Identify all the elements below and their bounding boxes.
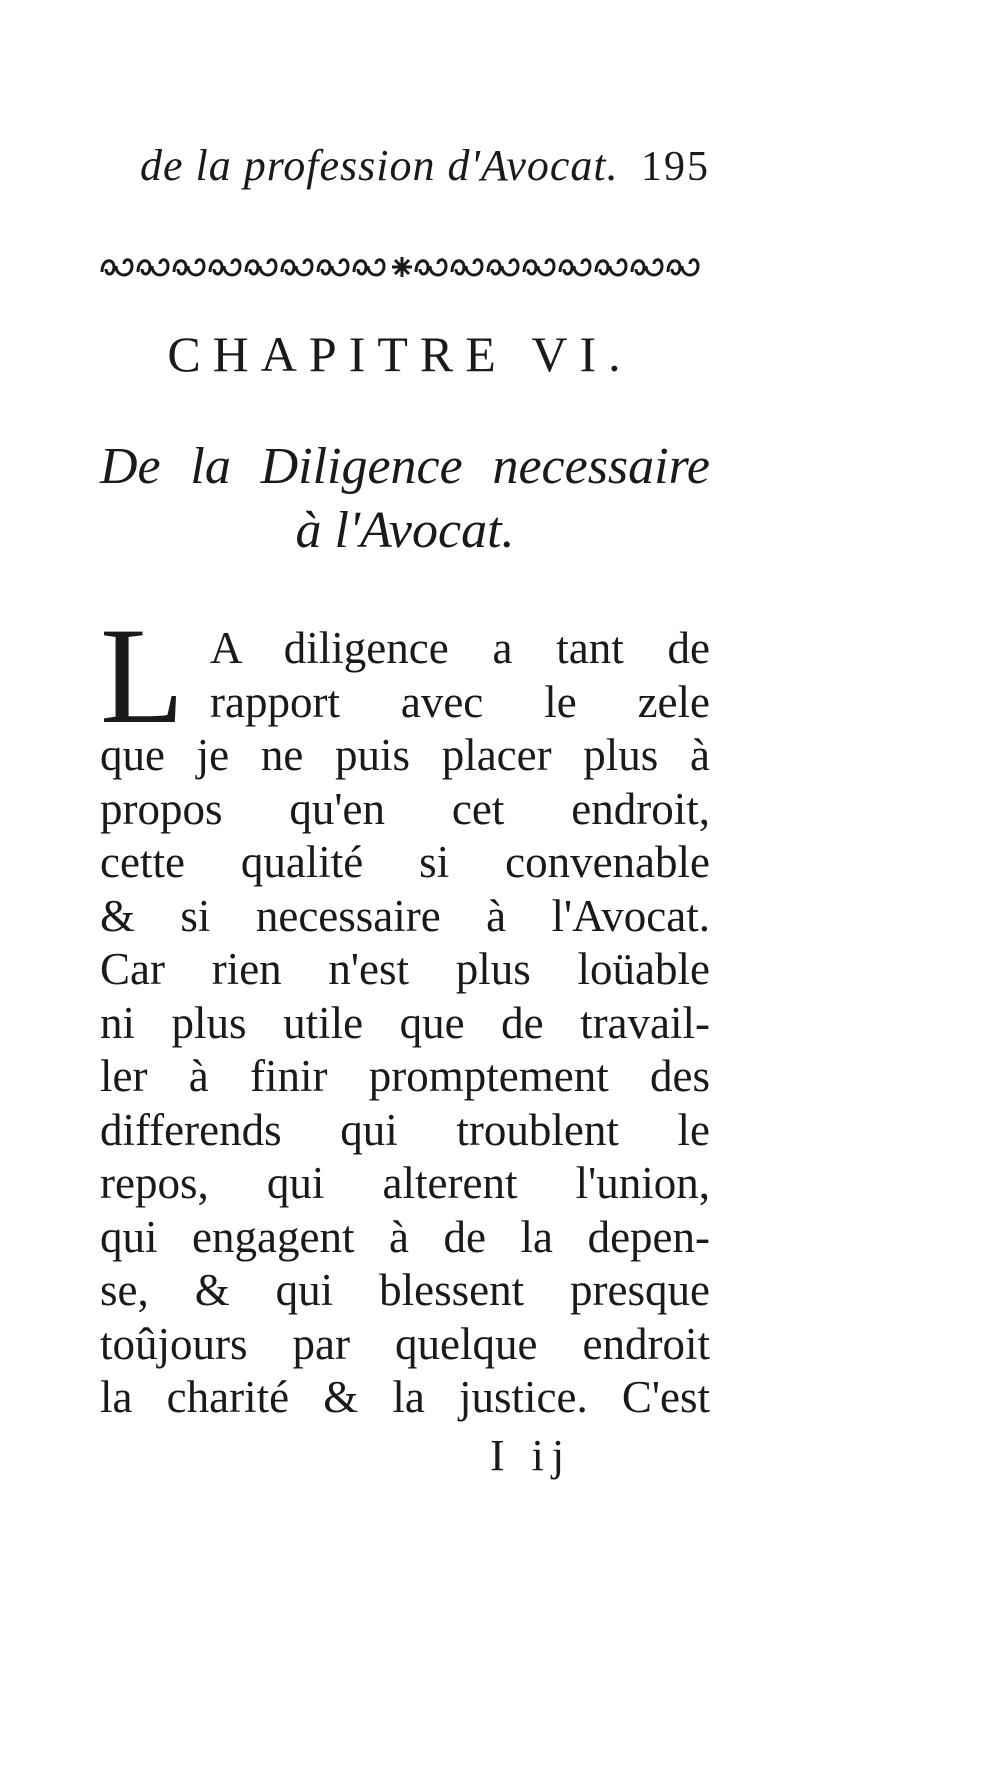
- text-line: que je ne puis placer plus à: [100, 730, 710, 780]
- drop-cap-lines: [210, 622, 710, 729]
- chapter-title-line-2: à l'Avocat.: [295, 502, 515, 559]
- ornament-scroll: [318, 260, 348, 275]
- drop-cap: L: [100, 599, 185, 752]
- text-line: la charité & la justice. C'est: [100, 1372, 710, 1422]
- text-line: Car rien n'est plus loüable: [100, 944, 710, 994]
- text-line: & si necessaire à l'Avocat.: [100, 890, 710, 941]
- text-line: toûjours par quelque endroit: [100, 1318, 710, 1369]
- ornament-band: [98, 252, 708, 282]
- text-line: differends qui troublent le: [100, 1104, 710, 1155]
- ornament-scroll: [668, 260, 698, 275]
- ornament-scroll: [416, 260, 446, 275]
- ornament-scroll: [596, 260, 626, 275]
- ornament-scroll: [246, 260, 276, 275]
- text-line: rapport avec le zele: [210, 676, 710, 727]
- ornament-scroll: [560, 260, 590, 275]
- text-line: ni plus utile que de travail-: [100, 997, 710, 1048]
- chapter-title: [100, 435, 710, 563]
- text-line: se, & qui blessent presque: [100, 1265, 710, 1315]
- text-line: propos qu'en cet endroit,: [100, 783, 710, 834]
- ornament-scroll: [138, 260, 168, 275]
- signature-mark: I ij: [490, 1431, 573, 1480]
- chapter-title-line-1: De la Diligence necessaire: [100, 438, 710, 495]
- ornament-scroll: [488, 260, 518, 275]
- ornament-scroll: [354, 260, 384, 275]
- ornament-scroll: [452, 260, 482, 275]
- ornament-scroll: [174, 260, 204, 275]
- ornament-scroll: [282, 260, 312, 275]
- ornament-scroll: [210, 260, 240, 275]
- text-line: cette qualité si convenable: [100, 837, 710, 887]
- body-text: [100, 599, 710, 1425]
- chapter-heading: CHAPITRE VI.: [167, 326, 633, 382]
- page-number: 195: [641, 144, 710, 190]
- ornament-scroll: [524, 260, 554, 275]
- ornament-scroll: [632, 260, 662, 275]
- ornament-star: [392, 257, 412, 277]
- text-line: ler à finir promptement des: [100, 1051, 710, 1101]
- text-line: qui engagent à de la depen-: [100, 1211, 710, 1262]
- ornament-scroll: [102, 260, 132, 275]
- running-head: [140, 140, 710, 191]
- text-line: A diligence a tant de: [210, 623, 710, 673]
- text-line: repos, qui alterent l'union,: [100, 1158, 710, 1208]
- running-title: de la profession d'Avocat.: [140, 141, 619, 190]
